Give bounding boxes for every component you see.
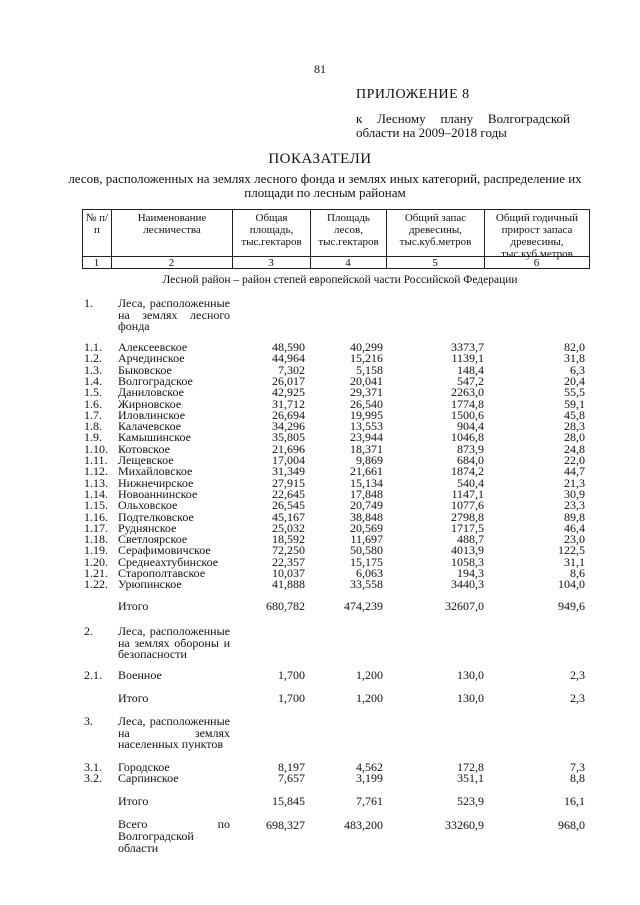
annual-growth: 23,0 [564,532,585,547]
row-number: 3.1. [84,760,102,774]
header-forest-area: Площадь лесов, тыс.гектаров [318,212,379,248]
annual-growth: 16,1 [564,794,585,808]
row-number: 1.3. [84,362,102,377]
forest-area: 21,661 [350,464,383,479]
total-area: 22,645 [272,486,305,501]
wood-stock: 32607,0 [445,599,484,613]
wood-stock: 1717,5 [451,520,484,535]
section-3-total [0,796,640,807]
row-number: 1.18. [84,532,108,547]
total-area: 7,657 [278,771,305,785]
forestry-name: Быковское [118,362,172,377]
total-area: 31,349 [272,464,305,479]
annual-growth: 45,8 [564,407,585,422]
annual-growth: 949,6 [558,599,585,613]
forest-area: 50,580 [350,543,383,558]
total-area: 17,004 [272,453,305,467]
row-number: 1.11. [84,453,108,467]
total-area: 48,590 [272,340,305,354]
wood-stock: 1046,8 [451,430,484,445]
total-area: 18,592 [272,532,305,547]
column-number: 3 [268,257,274,269]
forest-area: 20,041 [350,373,383,388]
total-area: 26,545 [272,498,305,513]
forestry-name: Котовское [118,441,170,456]
section-1-total [0,601,640,612]
wood-stock: 547,2 [457,373,484,388]
total-area: 42,925 [272,385,305,400]
header-name: Наименование лесничества [137,212,207,236]
header-annual-growth: Общий годичный прирост запаса древесины, тыс.куб.метров [495,212,579,260]
appendix-title: ПРИЛОЖЕНИЕ 8 [356,87,470,102]
wood-stock: 172,8 [457,760,484,774]
forestry-name: Руднянское [118,520,177,535]
annual-growth: 968,0 [558,818,585,832]
table-row [0,579,640,590]
section-title: Леса, расположенные на землях лесного фонда [118,296,230,333]
section-number: 2. [84,624,93,638]
row-number: 1.13. [84,475,108,490]
wood-stock: 873,9 [457,441,484,456]
forest-area: 5,158 [356,362,383,377]
header-top-rule [82,209,590,210]
total-label: Итого [118,794,149,808]
row-number: 1.8. [84,419,102,434]
wood-stock: 684,0 [457,453,484,467]
page-number: 81 [314,62,326,76]
forest-area: 23,944 [350,430,383,445]
forestry-name: Военное [118,668,162,682]
wood-stock: 130,0 [457,691,484,705]
forestry-name: Волгоградское [118,373,193,388]
row-number: 2.1. [84,668,102,682]
row-number: 1.17. [84,520,108,535]
section-title: Леса, расположенные на землях населенных пунктов [118,714,230,751]
document-heading: ПОКАЗАТЕЛИ [268,151,372,167]
row-number: 1.22. [84,577,108,592]
grand-total-row [0,817,640,855]
row-number: 1.5. [84,385,102,400]
row-number: 1.20. [84,554,108,569]
total-area: 34,296 [272,419,305,434]
wood-stock: 1774,8 [451,396,484,411]
wood-stock: 351,1 [457,771,484,785]
row-number: 1.21. [84,566,108,580]
forestry-name: Калачевское [118,419,182,434]
total-area: 22,357 [272,554,305,569]
total-area: 44,964 [272,351,305,366]
document-description: лесов, расположенных на землях лесного фонда и землях иных категорий, распределение их площади по лесным районам [68,171,582,200]
forestry-name: Ольховское [118,498,178,513]
annual-growth: 6,3 [570,362,585,377]
total-area: 31,712 [272,396,305,411]
annual-growth: 20,4 [564,373,585,388]
forestry-name: Камышинское [118,430,191,445]
annual-growth: 104,0 [558,577,585,592]
total-area: 72,250 [272,543,305,558]
row-number: 1.6. [84,396,102,411]
row-number: 1.15. [84,498,108,513]
forest-area: 26,540 [350,396,383,411]
annual-growth: 28,3 [564,419,585,434]
forestry-name: Даниловское [118,385,184,400]
total-area: 45,167 [272,509,305,524]
row-number: 3.2. [84,771,102,785]
wood-stock: 2263,0 [451,385,484,400]
wood-stock: 1147,1 [451,486,484,501]
forest-area: 38,848 [350,509,383,524]
total-area: 41,888 [272,577,305,592]
total-area: 26,017 [272,373,305,388]
column-number: 5 [432,257,438,269]
wood-stock: 488,7 [457,532,484,547]
total-area: 21,696 [272,441,305,456]
forestry-name: Арчединское [118,351,185,366]
annual-growth: 82,0 [564,340,585,354]
annual-growth: 23,3 [564,498,585,513]
forestry-name: Жирновское [118,396,182,411]
forest-area: 6,063 [356,566,383,580]
total-area: 1,700 [278,691,305,705]
forestry-name: Михайловское [118,464,193,479]
row-number: 1.2. [84,351,102,366]
column-number: 1 [93,257,100,269]
total-area: 10,037 [272,566,305,580]
wood-stock: 33260,9 [445,818,484,832]
col-divider [589,209,590,269]
annual-growth: 44,7 [564,464,585,479]
annual-growth: 24,8 [564,441,585,456]
forestry-name: Лещевское [118,453,174,467]
annual-growth: 8,6 [570,566,585,580]
total-area: 680,782 [266,599,305,613]
forestry-name: Среднеахтубинское [118,554,219,569]
forest-area: 3,199 [356,771,383,785]
wood-stock: 194,3 [457,566,484,580]
column-number: 4 [345,257,351,269]
total-area: 8,197 [278,760,305,774]
header-num: № п/п [85,212,109,236]
forestry-name: Иловлинское [118,407,186,422]
row-number: 1.7. [84,407,102,422]
wood-stock: 1058,3 [451,554,484,569]
total-label: Итого [118,691,149,705]
forestry-name: Алексеевское [118,340,188,354]
forest-area: 29,371 [350,385,383,400]
annual-growth: 59,1 [564,396,585,411]
annual-growth: 21,3 [564,475,585,490]
forestry-name: Новоаннинское [118,486,198,501]
row-number: 1.14. [84,486,108,501]
forestry-name: Серафимовичское [118,543,211,558]
forest-area: 20,569 [350,520,383,535]
forestry-name: Светлоярское [118,532,188,547]
row-number: 1.9. [84,430,102,445]
annual-growth: 28,0 [564,430,585,445]
annual-growth: 8,8 [570,771,585,785]
header-wood-stock: Общий запас древесины, тыс.куб.метров [399,212,472,248]
section-title: Леса, расположенные на землях обороны и безопасности [118,624,230,661]
appendix-subtitle-line2: области на 2009–2018 годы [356,125,507,140]
annual-growth: 2,3 [570,668,585,682]
forestry-name: Сарпинское [118,771,179,785]
total-area: 15,845 [272,794,305,808]
row-number: 1.1. [84,340,102,354]
row-number: 1.12. [84,464,108,479]
forest-area: 15,134 [350,475,383,490]
forest-area: 15,216 [350,351,383,366]
table-row [0,670,640,681]
forest-area: 474,239 [344,599,383,613]
forestry-name: Подтелковское [118,509,194,524]
forest-region-title: Лесной район – район степей европейской части Российской Федерации [162,274,518,286]
wood-stock: 4013,9 [451,543,484,558]
column-number: 6 [533,257,540,269]
grand-total-label: Всего по Волгоградской области [118,817,230,855]
forest-area: 13,553 [350,419,383,434]
wood-stock: 3440,3 [451,577,484,592]
wood-stock: 1500,6 [451,407,484,422]
appendix-subtitle-line1: к Лесному плану Волгоградской [356,111,570,126]
annual-growth: 7,3 [570,760,585,774]
annual-growth: 122,5 [558,543,585,558]
row-number: 1.16. [84,509,108,524]
total-area: 7,302 [278,362,305,377]
forest-area: 19,995 [350,407,383,422]
header-total-area: Общая площадь, тыс.гектаров [241,212,302,248]
wood-stock: 1077,6 [451,498,484,513]
forestry-name: Старополтавское [118,566,206,580]
wood-stock: 130,0 [457,668,484,682]
section-number: 1. [84,296,93,310]
forestry-name: Урюпинское [118,577,182,592]
wood-stock: 904,4 [457,419,484,434]
annual-growth: 31,1 [564,554,585,569]
wood-stock: 3373,7 [451,340,484,354]
section-number: 3. [84,714,93,728]
forest-area: 17,848 [350,486,383,501]
forest-area: 11,697 [350,532,383,547]
total-area: 1,700 [278,668,305,682]
wood-stock: 148,4 [457,362,484,377]
forest-area: 40,299 [350,340,383,354]
total-area: 35,805 [272,430,305,445]
annual-growth: 22,0 [564,453,585,467]
table-row [0,773,640,784]
total-area: 26,694 [272,407,305,422]
forest-area: 4,562 [356,760,383,774]
annual-growth: 46,4 [564,520,585,535]
forest-area: 1,200 [356,691,383,705]
wood-stock: 540,4 [457,475,484,490]
row-number: 1.4. [84,373,102,388]
forest-area: 20,749 [350,498,383,513]
section-2-total [0,693,640,704]
annual-growth: 55,5 [564,385,585,400]
forest-area: 483,200 [344,818,383,832]
forest-area: 33,558 [350,577,383,592]
wood-stock: 1139,1 [451,351,484,366]
forest-area: 15,175 [350,554,383,569]
forestry-name: Городское [118,760,170,774]
annual-growth: 30,9 [564,486,585,501]
forest-area: 9,869 [356,453,383,467]
total-area: 27,915 [272,475,305,490]
forestry-name: Нижнечирское [118,475,194,490]
forest-area: 1,200 [356,668,383,682]
forest-area: 7,761 [356,794,383,808]
wood-stock: 523,9 [457,794,484,808]
row-number: 1.19. [84,543,108,558]
annual-growth: 31,8 [564,351,585,366]
total-label: Итого [118,599,149,613]
wood-stock: 2798,8 [451,509,484,524]
annual-growth: 2,3 [570,691,585,705]
total-area: 25,032 [272,520,305,535]
annual-growth: 89,8 [564,509,585,524]
column-number: 2 [168,257,175,269]
forest-area: 18,371 [350,441,383,456]
total-area: 698,327 [266,818,305,832]
row-number: 1.10. [84,441,108,456]
wood-stock: 1874,2 [451,464,484,479]
